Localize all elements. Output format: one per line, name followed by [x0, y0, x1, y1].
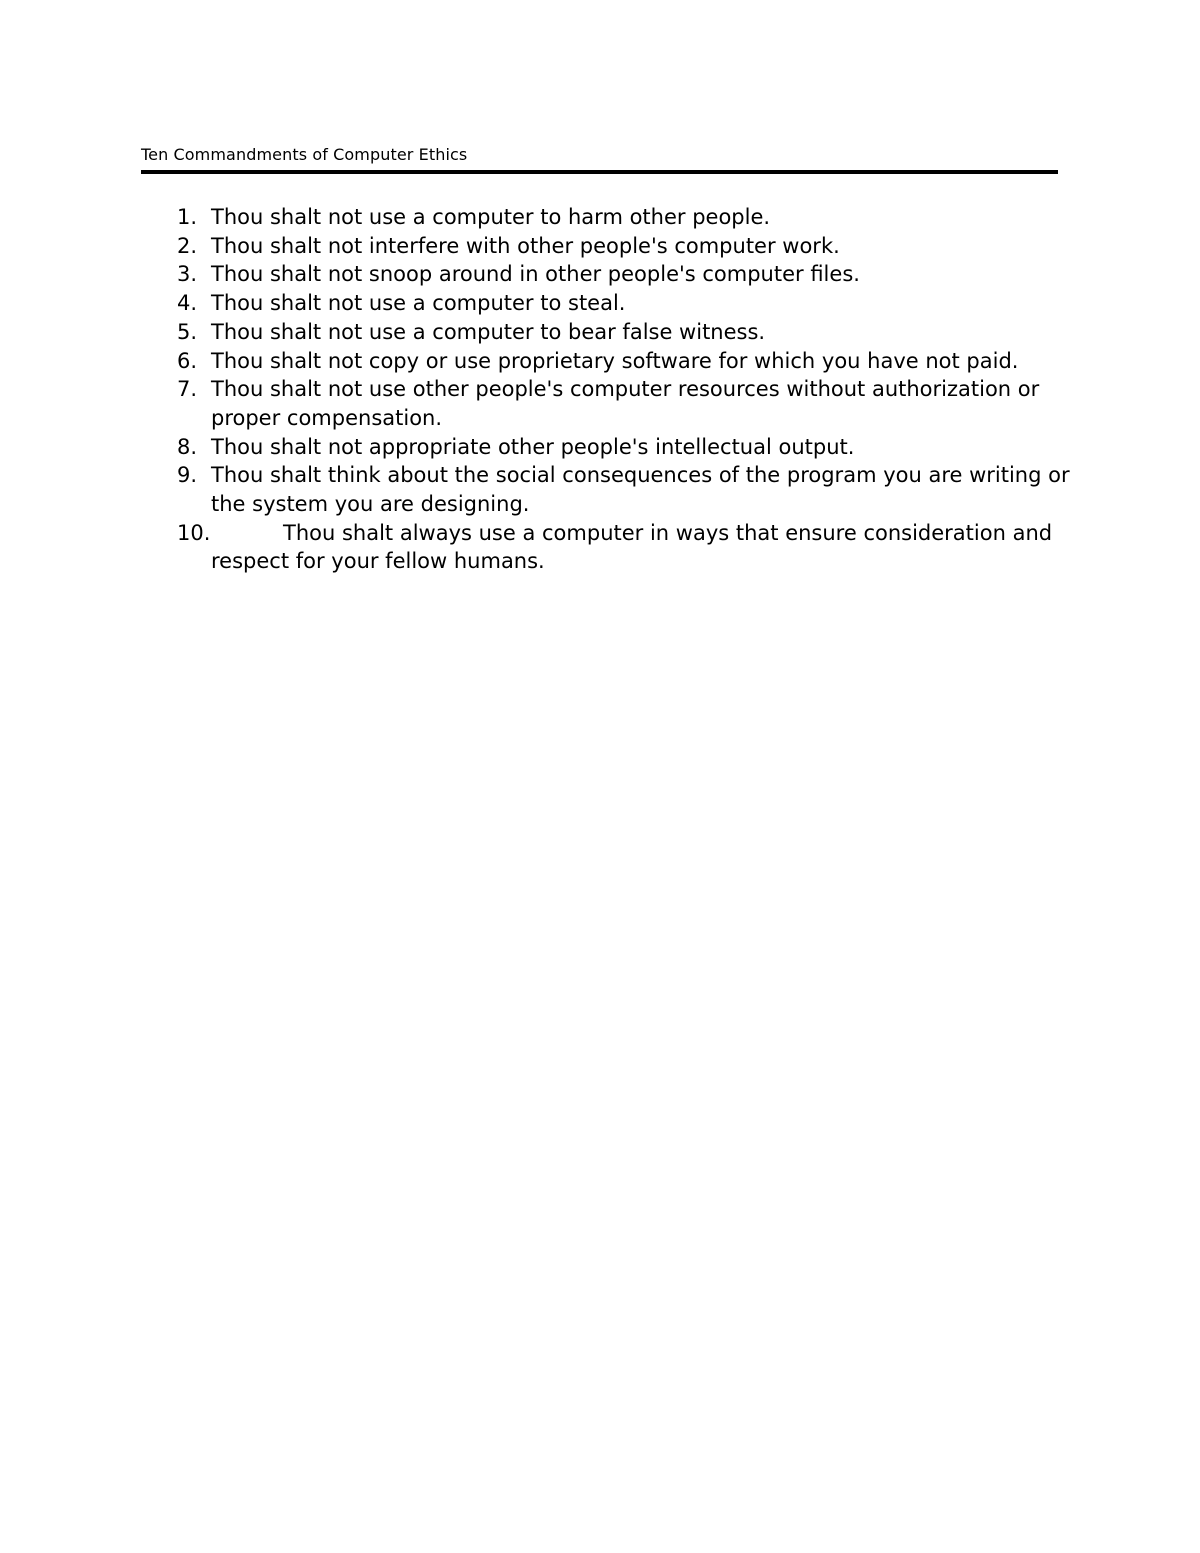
list-item-number: 8.	[177, 434, 198, 459]
list-item-text: Thou shalt always use a computer in ways that ensure consideration and respect for your fellow humans.	[211, 520, 1053, 574]
list-item-number: 5.	[177, 319, 198, 344]
header-divider	[141, 170, 1058, 174]
list-item-number: 1.	[177, 205, 198, 229]
list-item-text: Thou shalt not interfere with other people's computer work.	[211, 233, 840, 258]
list-item-number: 7.	[177, 377, 198, 402]
list-item-text: Thou shalt not use a computer to steal.	[211, 291, 626, 316]
list-item-text: Thou shalt not snoop around in other people's computer files.	[211, 262, 860, 287]
list-item-number: 4.	[177, 291, 198, 316]
list-item	[0, 260, 1071, 289]
list-item-text: Thou shalt not copy or use proprietary software for which you have not paid.	[211, 348, 1019, 373]
list-item	[0, 375, 1071, 432]
list-item-number: 10.	[177, 520, 211, 545]
list-item-text: Thou shalt think about the social consequences of the program you are writing or the system you are designing.	[211, 463, 1070, 517]
list-item	[0, 203, 1071, 232]
list-item	[0, 318, 1071, 347]
list-item	[0, 232, 1071, 261]
list-item-number: 6.	[177, 348, 198, 373]
list-item-number: 9.	[177, 463, 198, 488]
list-item	[0, 519, 1071, 576]
list-item-text: Thou shalt not use other people's computer resources without authorization or proper compensation.	[211, 377, 1040, 430]
list-item-number: 3.	[177, 262, 198, 287]
list-item	[0, 433, 1071, 462]
list-item-number: 2.	[177, 233, 198, 258]
list-item-text: Thou shalt not appropriate other people's intellectual output.	[211, 434, 855, 459]
document-header-title: Ten Commandments of Computer Ethics	[141, 145, 468, 164]
list-item	[0, 289, 1071, 318]
list-item	[0, 347, 1071, 376]
list-item	[0, 461, 1071, 518]
list-item-text: Thou shalt not use a computer to harm other people.	[211, 205, 771, 229]
list-item-text: Thou shalt not use a computer to bear false witness.	[211, 319, 766, 344]
commandments-list	[0, 203, 1200, 576]
